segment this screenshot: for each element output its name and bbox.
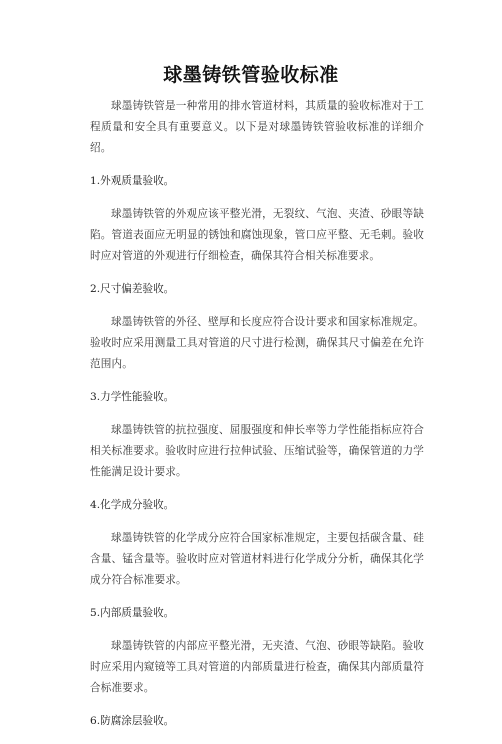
section-heading-3: 3.力学性能验收。 <box>90 391 175 403</box>
section-body-1: 球墨铸铁管的外观应该平整光滑，无裂纹、气泡、夹渣、砂眼等缺陷。管道表面应无明显的锈蚀和腐蚀现象，管口应平整、无毛刺。验收时应对管道的外观进行仔细检查，确保其符合相关标准要求。 <box>90 208 424 262</box>
section-heading-4: 4.化学成分验收。 <box>90 499 175 511</box>
document-body <box>90 96 424 744</box>
section-heading-1: 1.外观质量验收。 <box>90 175 175 187</box>
section-body-4: 球墨铸铁管的化学成分应符合国家标准规定，主要包括碳含量、硅含量、锰含量等。验收时应对管道材料进行化学成分分析，确保其化学成分符合标准要求。 <box>90 532 424 586</box>
section-body-3: 球墨铸铁管的抗拉强度、屈服强度和伸长率等力学性能指标应符合相关标准要求。验收时应进行拉伸试验、压缩试验等，确保管道的力学性能满足设计要求。 <box>90 424 424 478</box>
section-body-2: 球墨铸铁管的外径、壁厚和长度应符合设计要求和国家标准规定。验收时应采用测量工具对管道的尺寸进行检测，确保其尺寸偏差在允许范围内。 <box>90 316 424 370</box>
section-heading-6: 6.防腐涂层验收。 <box>90 715 175 727</box>
section-heading-5: 5.内部质量验收。 <box>90 607 175 619</box>
section-body-5: 球墨铸铁管的内部应平整光滑，无夹渣、气泡、砂眼等缺陷。验收时应采用内窥镜等工具对管道的内部质量进行检查，确保其内部质量符合标准要求。 <box>90 640 424 694</box>
section-heading-2: 2.尺寸偏差验收。 <box>90 283 175 295</box>
intro-paragraph: 球墨铸铁管是一种常用的排水管道材料，其质量的验收标准对于工程质量和安全具有重要意义。以下是对球墨铸铁管验收标准的详细介绍。 <box>90 100 424 154</box>
document-title: 球墨铸铁管验收标准 <box>163 64 339 86</box>
